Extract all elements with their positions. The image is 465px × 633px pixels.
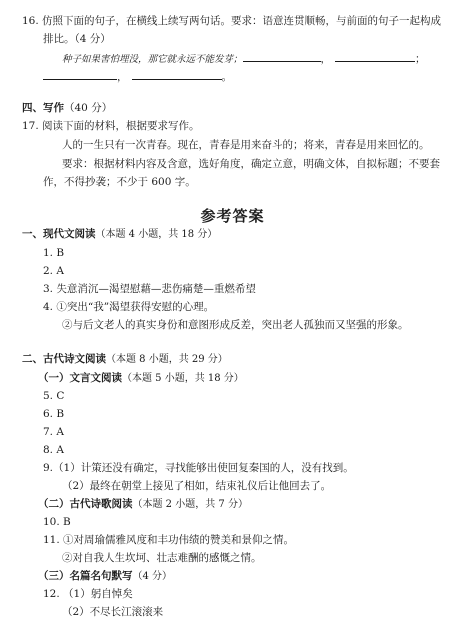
- answer-7: 7. A: [43, 426, 64, 438]
- separator: ，: [117, 71, 128, 83]
- answer-12a: 12. （1）躬自悼矣: [43, 588, 133, 600]
- answer-8: 8. A: [43, 444, 64, 456]
- q17-requirement-2: 作，不得抄袭；不少于 600 字。: [43, 176, 196, 188]
- answer-1: 1. B: [43, 247, 65, 259]
- answer-9a: 9.（1）计策还没有确定，寻找能够出使回复秦国的人，没有找到。: [43, 462, 354, 474]
- answer-11a: 11. ①对周瑜儒雅风度和丰功伟绩的赞美和景仰之情。: [43, 534, 295, 546]
- q17-line1: 17. 阅读下面的材料，根据要求写作。: [22, 120, 200, 132]
- q16-line1: 16. 仿照下面的句子，在横线上续写两句话。要求：语意连贯顺畅，与前面的句子一起构成: [22, 15, 442, 27]
- q16-example-line: [62, 51, 426, 67]
- answer-12b: （2）不尽长江滚滚来: [62, 606, 164, 618]
- separator: ，: [320, 53, 332, 65]
- q16-example: 种子如果害怕埋没，那它就永远不能发芽；: [62, 54, 243, 65]
- answers-title: 参考答案: [200, 207, 265, 225]
- answer-blank-1[interactable]: [243, 51, 321, 62]
- answer-2: 2. A: [43, 265, 64, 277]
- subsection2-heading: （二）古代诗歌阅读（本题 2 小题，共 7 分）: [38, 498, 248, 510]
- answer-4b: ②与后文老人的真实身份和意图形成反差，突出老人孤独而又坚强的形象。: [62, 319, 409, 331]
- separator: ；: [415, 53, 426, 65]
- subsection3-heading: （三）名篇名句默写（4 分）: [38, 570, 173, 582]
- q17-material: 人的一生只有一次青春。现在，青春是用来奋斗的；将来，青春是用来回忆的。: [62, 139, 430, 151]
- section1-heading: 一、现代文阅读（本题 4 小题，共 18 分）: [22, 228, 218, 240]
- section2-heading: 二、古代诗文阅读（本题 8 小题，共 29 分）: [22, 353, 228, 365]
- answer-5: 5. C: [43, 390, 65, 402]
- answer-10: 10. B: [43, 516, 71, 528]
- subsection1-heading: （一）文言文阅读（本题 5 小题，共 18 分）: [38, 372, 244, 384]
- answer-9b: （2）最终在朝堂上接见了相如，结束礼仪后让他回去了。: [62, 480, 332, 492]
- answer-11b: ②对自我人生坎坷、壮志难酬的感慨之情。: [62, 552, 262, 564]
- answer-blank-3[interactable]: [43, 69, 117, 80]
- answer-blank-4[interactable]: [132, 69, 222, 80]
- answer-4a: 4. ①突出“我”渴望获得安慰的心理。: [43, 301, 215, 313]
- q17-requirement-1: 要求：根据材料内容及含意，选好角度，确定立意，明确文体，自拟标题；不要套: [62, 158, 440, 170]
- section4-heading: 四、写作（40 分）: [22, 102, 113, 114]
- answer-blank-2[interactable]: [335, 51, 415, 62]
- separator: 。: [221, 71, 232, 83]
- answer-6: 6. B: [43, 408, 65, 420]
- q16-blank-line: [43, 69, 232, 84]
- answer-3: 3. 失意消沉—渴望慰藉—悲伤痛楚—重燃希望: [43, 283, 256, 295]
- q16-line2: 排比。（4 分）: [43, 33, 111, 45]
